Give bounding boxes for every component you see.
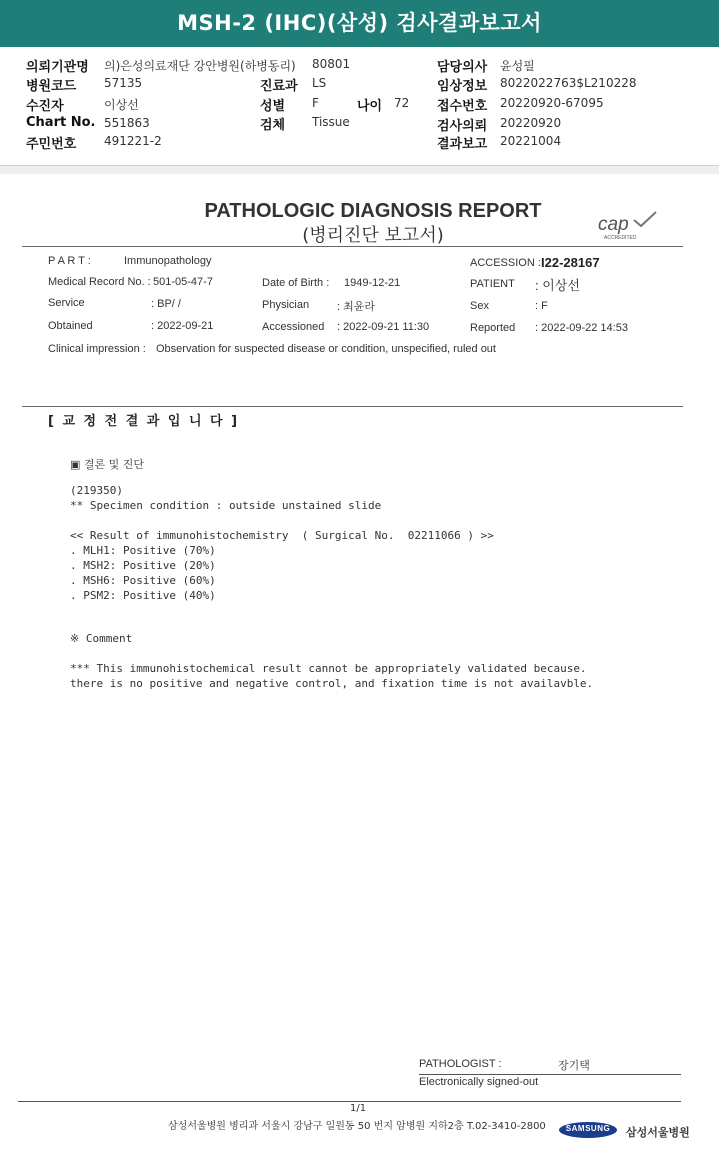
cap-accredited-logo bbox=[598, 214, 668, 241]
service-value: : BP/ / bbox=[151, 298, 181, 310]
request-org-value: 의)은성의료재단 강안병원(하병동리) bbox=[104, 59, 296, 73]
pathologist-label: PATHOLOGIST : bbox=[419, 1058, 502, 1070]
request-org-code: 80801 bbox=[312, 57, 351, 71]
doctor-label: 담당의사 bbox=[437, 60, 488, 75]
physician-value: : 최윤라 bbox=[337, 301, 375, 313]
specimen-value: Tissue bbox=[312, 115, 350, 129]
pathologist-value: 장기택 bbox=[558, 1060, 590, 1072]
receipt-label: 접수번호 bbox=[437, 99, 488, 114]
result-line: . PSM2: Positive (40%) bbox=[70, 589, 216, 602]
sex-label-en: Sex bbox=[470, 300, 489, 312]
part-label: P A R T : bbox=[48, 255, 91, 267]
physician-label: Physician bbox=[262, 299, 310, 311]
report-title-en: PATHOLOGIC DIAGNOSIS REPORT bbox=[204, 200, 542, 222]
cap-logo-text: cap bbox=[598, 214, 629, 235]
patient-value: 이상선 bbox=[104, 98, 139, 112]
footer-address: 삼성서울병원 병리과 서울시 강남구 일원동 50 번지 암병원 지하2층 T.02-3410-2800 bbox=[168, 1121, 546, 1132]
service-label: Service bbox=[48, 297, 85, 309]
result-line: . MLH1: Positive (70%) bbox=[70, 544, 216, 557]
signed-out-text: Electronically signed-out bbox=[419, 1076, 539, 1088]
specimen-label: 검체 bbox=[260, 118, 286, 133]
hospital-code-value: 57135 bbox=[104, 76, 143, 90]
correction-notice: [ 교 정 전 결 과 입 니 다 ] bbox=[48, 414, 240, 429]
reported-value: : 2022-09-22 14:53 bbox=[535, 322, 628, 334]
request-org-label: 의뢰기관명 bbox=[26, 60, 89, 75]
test-request-value: 20220920 bbox=[500, 116, 562, 130]
doctor-value: 윤성필 bbox=[500, 59, 535, 73]
pathology-report bbox=[0, 174, 719, 1156]
divider bbox=[22, 406, 683, 407]
page-number: 1/1 bbox=[350, 1103, 367, 1114]
report-title-ko: (병리진단 보고서) bbox=[302, 225, 444, 246]
accessioned-label: Accessioned bbox=[262, 321, 325, 333]
test-request-label: 검사의뢰 bbox=[437, 119, 488, 134]
clinical-impression-value: Observation for suspected disease or condition, unspecified, ruled out bbox=[156, 343, 496, 355]
page-title: MSH-2 (IHC)(삼성) 검사결과보고서 bbox=[0, 0, 719, 47]
receipt-value: 20220920-67095 bbox=[500, 96, 604, 110]
result-line: . MSH6: Positive (60%) bbox=[70, 574, 216, 587]
result-line: ** Specimen condition : outside unstained slide bbox=[70, 499, 382, 512]
result-report-value: 20221004 bbox=[500, 134, 562, 148]
patient-label-en: PATIENT bbox=[470, 278, 515, 290]
result-report-label: 결과보고 bbox=[437, 137, 488, 152]
footer-divider bbox=[18, 1101, 681, 1102]
sex-value: F bbox=[312, 96, 319, 110]
divider bbox=[22, 246, 683, 247]
result-line: *** This immunohistochemical result cannot be appropriately validated because. bbox=[70, 662, 587, 675]
obtained-label: Obtained bbox=[48, 320, 93, 332]
dob-value: 1949-12-21 bbox=[344, 277, 401, 289]
result-line: (219350) bbox=[70, 484, 123, 497]
age-value: 72 bbox=[394, 96, 410, 110]
accession-label: ACCESSION : bbox=[470, 257, 541, 269]
rrn-label: 주민번호 bbox=[26, 137, 77, 152]
signature-line bbox=[419, 1074, 681, 1075]
accessioned-value: : 2022-09-21 11:30 bbox=[337, 321, 430, 333]
sex-value-en: : F bbox=[535, 300, 548, 312]
reported-label: Reported bbox=[470, 322, 516, 334]
mrn-value: 501-05-47-7 bbox=[153, 276, 213, 288]
clinical-info-value: 8022022763$L210228 bbox=[500, 76, 637, 90]
section-gap bbox=[0, 166, 719, 174]
result-line: there is no positive and negative control, and fixation time is not availavble. bbox=[70, 677, 594, 690]
samsung-logo-text: SAMSUNG bbox=[565, 1124, 611, 1133]
chart-value: 551863 bbox=[104, 116, 150, 130]
result-line: . MSH2: Positive (20%) bbox=[70, 559, 216, 572]
dept-value: LS bbox=[312, 76, 327, 90]
clinical-info-label: 임상정보 bbox=[437, 79, 488, 94]
samsung-logo bbox=[558, 1121, 618, 1139]
obtained-value: : 2022-09-21 bbox=[151, 320, 214, 332]
cap-check-icon bbox=[632, 210, 658, 230]
hospital-code-label: 병원코드 bbox=[26, 79, 77, 94]
dob-label: Date of Birth : bbox=[262, 277, 330, 289]
patient-value-en: : 이상선 bbox=[535, 278, 580, 293]
result-line: << Result of immunohistochemistry ( Surgical No. 02211066 ) >> bbox=[70, 529, 494, 542]
hospital-logo-text: 삼성서울병원 bbox=[626, 1126, 690, 1139]
mrn-label: Medical Record No. : bbox=[48, 276, 151, 288]
clinical-impression-label: Clinical impression : bbox=[48, 343, 146, 355]
rrn-value: 491221-2 bbox=[104, 134, 162, 148]
report-header bbox=[0, 47, 719, 166]
result-line: ※ Comment bbox=[70, 632, 133, 645]
cap-logo-sub: ACCREDITED bbox=[604, 235, 637, 241]
part-value: Immunopathology bbox=[124, 255, 212, 267]
patient-label: 수진자 bbox=[26, 99, 64, 114]
dept-label: 진료과 bbox=[260, 79, 298, 94]
accession-value: I22-28167 bbox=[541, 255, 600, 270]
chart-label: Chart No. bbox=[26, 115, 96, 130]
section-heading: ▣ 결론 및 진단 bbox=[70, 458, 145, 471]
sex-label: 성별 bbox=[260, 99, 286, 114]
age-label: 나이 bbox=[357, 99, 383, 114]
